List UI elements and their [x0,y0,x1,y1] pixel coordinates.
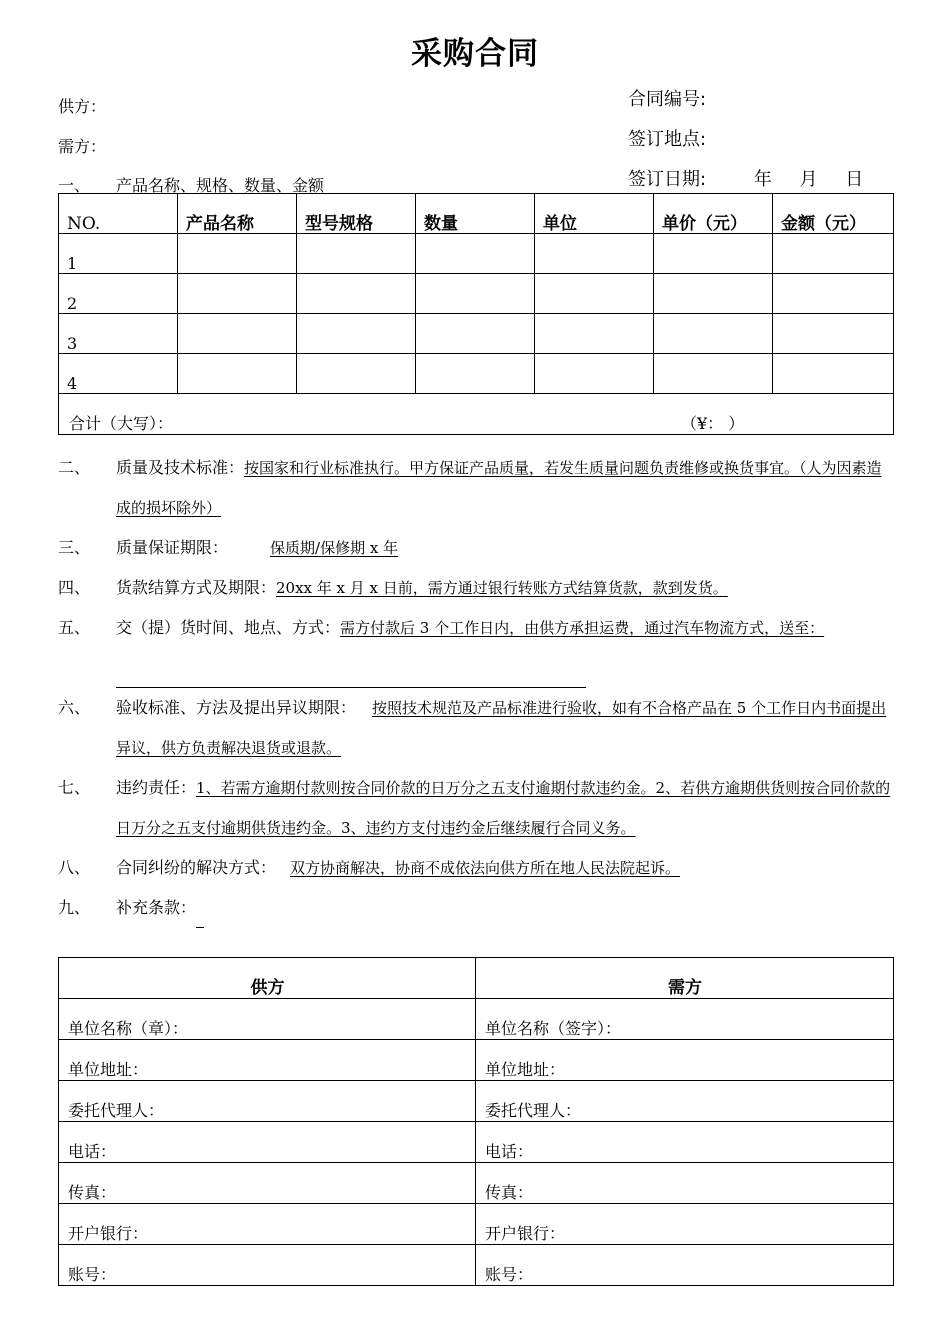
col-header-unit-price: 单价（元） [654,194,773,234]
supplier-account[interactable]: 账号： [59,1245,476,1286]
buyer-address[interactable]: 单位地址： [476,1040,894,1081]
col-header-quantity: 数量 [416,194,535,234]
table-row [59,1245,894,1286]
table-row [59,314,894,354]
document-title: 采购合同 [411,36,539,72]
cell-name[interactable] [178,234,297,274]
clause-label: 验收标准、方法及提出异议期限： [116,698,357,717]
buyer-company-name[interactable]: 单位名称（签字）： [476,999,894,1040]
row-number: 4 [59,354,178,394]
table-row [59,1163,894,1204]
clause-label: 违约责任： [116,778,197,797]
col-header-amount: 金额（元） [773,194,894,234]
cell-quantity[interactable] [416,354,535,394]
supplier-fax[interactable]: 传真： [59,1163,476,1204]
buyer-phone[interactable]: 电话： [476,1122,894,1163]
table-row [59,234,894,274]
col-header-name: 产品名称 [178,194,297,234]
table-row [59,999,894,1040]
supplier-address[interactable]: 单位地址： [59,1040,476,1081]
cell-spec[interactable] [297,314,416,354]
buyer-account[interactable]: 账号： [476,1245,894,1286]
cell-unit[interactable] [535,314,654,354]
clause-content[interactable]: 1、若需方逾期付款则按合同价款的日万分之五支付逾期付款违约金。2、若供方逾期供货则按合同价款的日万分之五支付逾期供货违约金。3、违约方支付违约金后继续履行合同义务。 [116,779,891,837]
cell-name[interactable] [178,314,297,354]
clause-number: 八、 [58,858,91,877]
cell-quantity[interactable] [416,234,535,274]
cell-unit-price[interactable] [654,314,773,354]
total-row [59,394,894,435]
row-number: 2 [59,274,178,314]
clause-content[interactable]: 双方协商解决，协商不成依法向供方所在地人民法院起诉。 [290,859,681,877]
cell-amount[interactable] [773,274,894,314]
col-header-no: NO. [59,194,178,234]
cell-unit-price[interactable] [654,274,773,314]
total-label: 合计（大写）： [69,414,174,433]
sign-date-label: 签订日期: [628,169,707,190]
product-table [58,193,894,435]
supplier-company-name[interactable]: 单位名称（章）： [59,999,476,1040]
sign-place-label: 签订地点: [628,129,707,150]
cell-unit[interactable] [535,354,654,394]
buyer-label: 需方： [58,137,107,156]
cell-unit[interactable] [535,234,654,274]
clause-content[interactable]: 保质期/保修期 x 年 [270,539,399,557]
cell-unit[interactable] [535,274,654,314]
supplier-phone[interactable]: 电话： [59,1122,476,1163]
cell-spec[interactable] [297,354,416,394]
table-row [59,1204,894,1245]
cell-amount[interactable] [773,234,894,274]
clause-content[interactable]: 按国家和行业标准执行。甲方保证产品质量，若发生质量问题负责维修或换货事宜。（人为因素造成的损坏除外） [116,459,882,517]
supplier-header: 供方 [59,958,476,999]
col-header-spec: 型号规格 [297,194,416,234]
table-row [59,1081,894,1122]
clause-content[interactable]: 20xx 年 x 月 x 日前，需方通过银行转账方式结算货款，款到发货。 [276,579,728,597]
party-table [58,957,894,1286]
supplier-label: 供方： [58,97,107,116]
clause-content[interactable]: 按照技术规范及产品标准进行验收，如有不合格产品在 5 个工作日内书面提出异议，供方负责解决退货或退款。 [116,699,887,757]
clause-number: 二、 [58,458,91,477]
clause-number: 九、 [58,898,91,917]
cell-unit-price[interactable] [654,234,773,274]
cell-name[interactable] [178,354,297,394]
clause-label: 质量保证期限： [116,538,229,557]
clause-number: 五、 [58,618,91,637]
section1-title: 产品名称、规格、数量、金额 [116,176,325,195]
clause-content[interactable]: 需方付款后 3 个工作日内，由供方承担运费，通过汽车物流方式，送至： [340,619,825,637]
month-label: 月 [799,169,818,190]
supplier-agent[interactable]: 委托代理人： [59,1081,476,1122]
clause-label: 交（提）货时间、地点、方式： [116,618,341,637]
buyer-fax[interactable]: 传真： [476,1163,894,1204]
cell-quantity[interactable] [416,274,535,314]
total-number: （¥： ） [681,414,745,433]
cell-quantity[interactable] [416,314,535,354]
supplier-bank[interactable]: 开户银行： [59,1204,476,1245]
delivery-address-blank[interactable] [116,669,586,688]
table-row [59,1122,894,1163]
sign-date [628,165,863,191]
cell-spec[interactable] [297,274,416,314]
table-row [59,274,894,314]
clause-label: 合同纠纷的解决方式： [116,858,277,877]
clause-label: 质量及技术标准： [116,458,245,477]
day-label: 日 [845,169,864,190]
section1-number: 一、 [58,176,91,195]
clause-number: 四、 [58,578,91,597]
total-cell[interactable] [59,394,894,435]
cell-amount[interactable] [773,314,894,354]
supplementary-blank[interactable] [196,909,204,928]
clause-number: 六、 [58,698,91,717]
table-row [59,354,894,394]
buyer-header: 需方 [476,958,894,999]
buyer-bank[interactable]: 开户银行： [476,1204,894,1245]
contract-no-label: 合同编号: [628,89,707,110]
year-label: 年 [753,169,772,190]
clause-label: 补充条款： [116,898,197,917]
cell-spec[interactable] [297,234,416,274]
cell-amount[interactable] [773,354,894,394]
clause-number: 七、 [58,778,91,797]
col-header-unit: 单位 [535,194,654,234]
cell-name[interactable] [178,274,297,314]
row-number: 1 [59,234,178,274]
product-table-header [59,194,894,234]
table-row [59,1040,894,1081]
clause-number: 三、 [58,538,91,557]
party-table-header [59,958,894,999]
cell-unit-price[interactable] [654,354,773,394]
buyer-agent[interactable]: 委托代理人： [476,1081,894,1122]
row-number: 3 [59,314,178,354]
clause-label: 货款结算方式及期限： [116,578,277,597]
